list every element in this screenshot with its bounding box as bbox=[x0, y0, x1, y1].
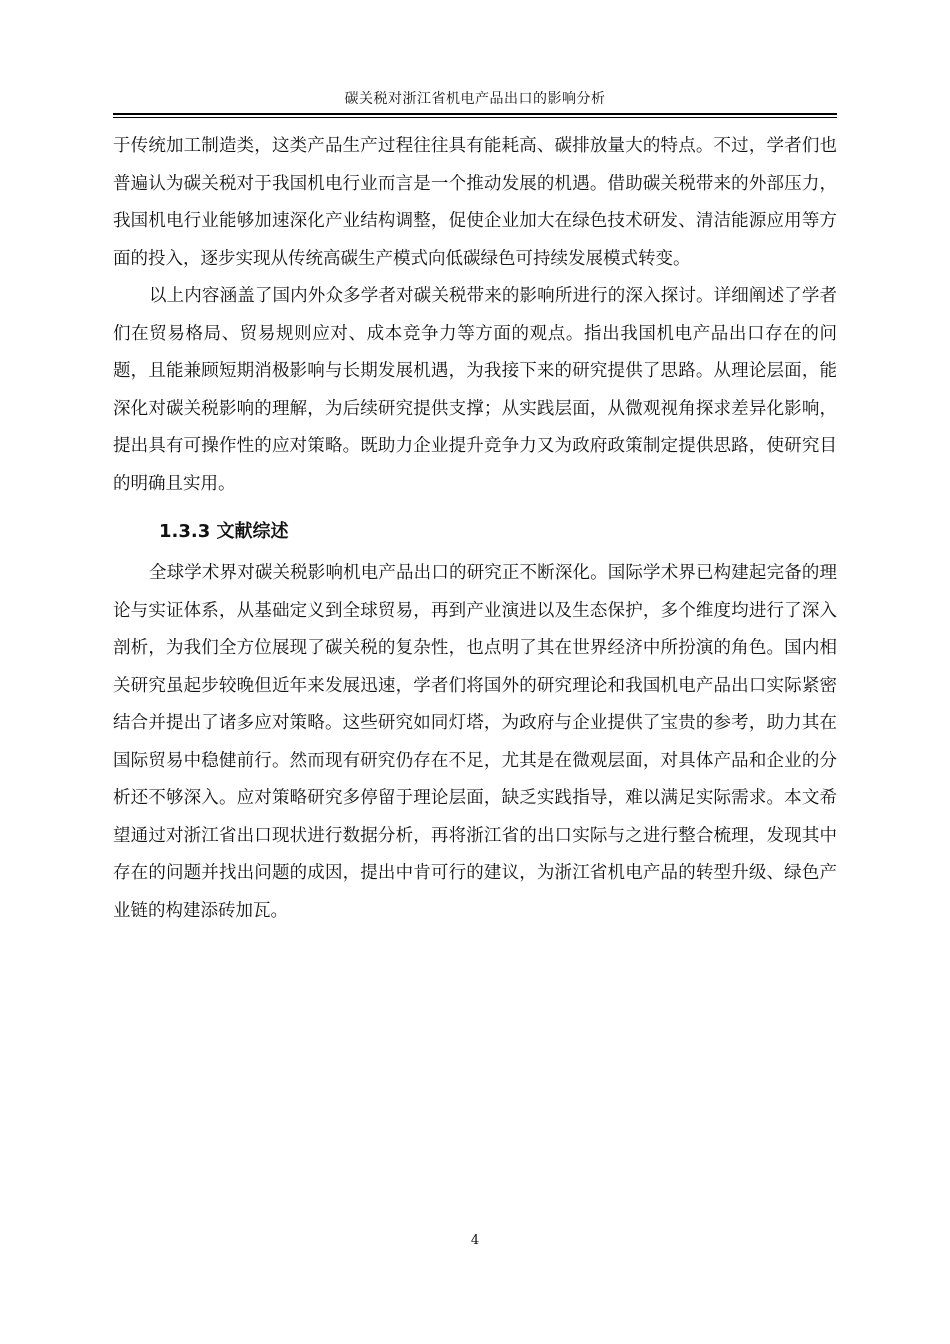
page-number: 4 bbox=[470, 1233, 480, 1248]
section-heading: 1.3.3 文献综述 bbox=[159, 521, 289, 542]
header-rule-thin bbox=[113, 117, 837, 118]
body-paragraph-1: 于传统加工制造类，这类产品生产过程往往具有能耗高、碳排放量大的特点。不过，学者们也普遍认为碳关税对于我国机电行业而言是一个推动发展的机遇。借助碳关税带来的外部压力，我国机电行业能够加速深化产业结构调整，促使企业加大在绿色技术研发、清洁能源应用等方面的投入，逐步实现从传统高碳生产模式向低碳绿色可持续发展模式转变。 bbox=[113, 136, 837, 269]
header-rule-thick bbox=[113, 113, 837, 115]
running-header-title: 碳关税对浙江省机电产品出口的影响分析 bbox=[344, 91, 606, 107]
body-paragraph-2: 以上内容涵盖了国内外众多学者对碳关税带来的影响所进行的深入探讨。详细阐述了学者们在贸易格局、贸易规则应对、成本竞争力等方面的观点。指出我国机电产品出口存在的问题，且能兼顾短期消极影响与长期发展机遇，为我接下来的研究提供了思路。从理论层面，能深化对碳关税影响的理解，为后续研究提供支撑；从实践层面，从微观视角探求差异化影响，提出具有可操作性的应对策略。既助力企业提升竞争力又为政府政策制定提供思路，使研究目的明确且实用。 bbox=[113, 286, 837, 494]
body-paragraph-3: 全球学术界对碳关税影响机电产品出口的研究正不断深化。国际学术界已构建起完备的理论与实证体系，从基础定义到全球贸易，再到产业演进以及生态保护，多个维度均进行了深入剖析，为我们全方位展现了碳关税的复杂性，也点明了其在世界经济中所扮演的角色。国内相关研究虽起步较晚但近年来发展迅速，学者们将国外的研究理论和我国机电产品出口实际紧密结合并提出了诸多应对策略。这些研究如同灯塔，为政府与企业提供了宝贵的参考，助力其在国际贸易中稳健前行。然而现有研究仍存在不足，尤其是在微观层面，对具体产品和企业的分析还不够深入。应对策略研究多停留于理论层面，缺乏实践指导，难以满足实际需求。本文希望通过对浙江省出口现状进行数据分析，再将浙江省的出口实际与之进行整合梳理，发现其中存在的问题并找出问题的成因，提出中肯可行的建议，为浙江省机电产品的转型升级、绿色产业链的构建添砖加瓦。 bbox=[113, 563, 837, 921]
document-body bbox=[113, 128, 837, 930]
